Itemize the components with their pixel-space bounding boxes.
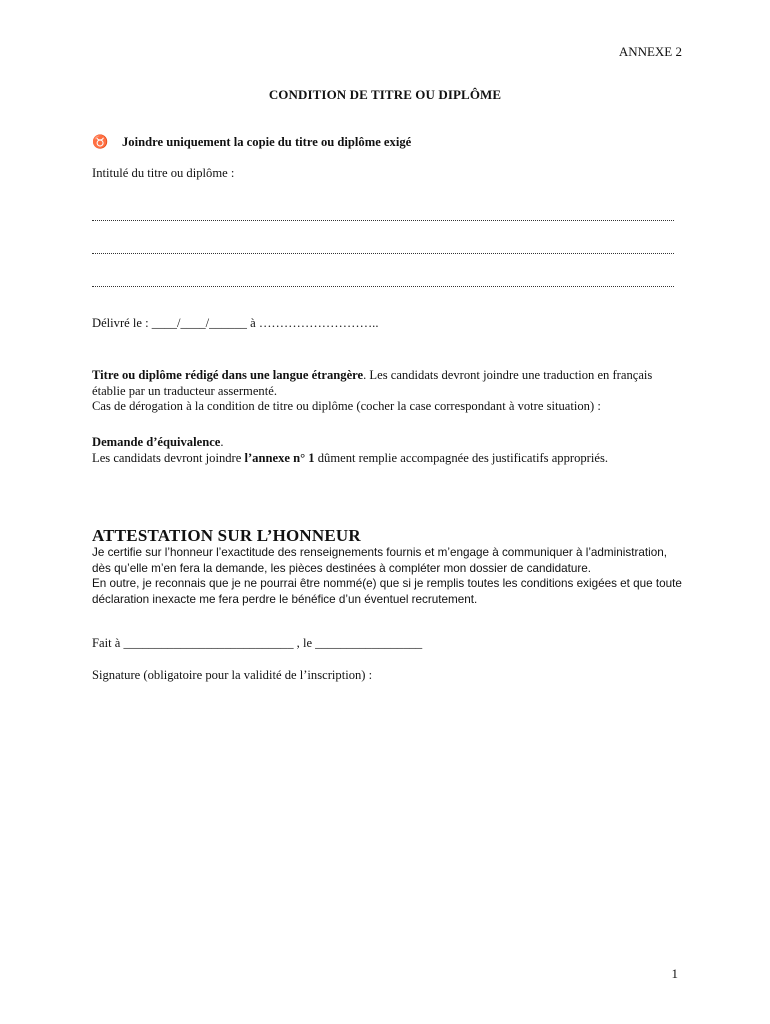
title-field-line-1[interactable] [92, 210, 674, 221]
equivalence-line-prefix: Les candidats devront joindre [92, 450, 245, 465]
place-date-field[interactable]: Fait à ___________________________ , le _________________ [92, 636, 423, 650]
derogation-text: Cas de dérogation à la condition de titre ou diplôme (cocher la case correspondant à votre situation) : [92, 399, 601, 413]
foreign-language-rest: . Les candidats devront joindre une traduction en français établie par un traducteur assermenté. [92, 368, 653, 398]
annex-label: ANNEXE 2 [618, 44, 682, 59]
page-title: CONDITION DE TITRE OU DIPLÔME [268, 87, 502, 102]
foreign-language-lead: Titre ou diplôme rédigé dans une langue étrangère [92, 368, 364, 382]
title-field-label: Intitulé du titre ou diplôme : [92, 166, 235, 180]
signature-label: Signature (obligatoire pour la validité de l’inscription) : [92, 668, 373, 682]
equivalence-line-suffix: dûment remplie accompagnée des justificatifs appropriés. [314, 450, 608, 465]
attestation-paragraph-1: Je certifie sur l’honneur l’exactitude des renseignements fournis et m’engage à communiquer à l’administration, dès qu’elle m’en fera la demande, les pièces destinées à compléter mon dossier de candidature. [92, 546, 667, 575]
title-field-line-3[interactable] [92, 276, 674, 287]
foreign-language-paragraph [92, 368, 684, 415]
taurus-symbol-icon: ♉ [92, 134, 109, 149]
annex-reference: l’annexe n° 1 [244, 450, 315, 465]
attestation-paragraph-2: En outre, je reconnais que je ne pourrai être nommé(e) que si je remplis toutes les conditions exigées et que toute déclaration inexacte me fera perdre le bénéfice d’un éventuel recrutement. [92, 577, 682, 606]
equivalence-lead: Demande d’équivalence [92, 435, 221, 449]
requirement-line [92, 134, 411, 151]
delivery-date-field[interactable]: Délivré le : ____/____/______ à ……………………….. [92, 316, 379, 330]
requirement-text: Joindre uniquement la copie du titre ou diplôme exigé [122, 135, 412, 149]
title-field-line-2[interactable] [92, 243, 674, 254]
page-number: 1 [671, 966, 678, 981]
attestation-heading: ATTESTATION SUR L’HONNEUR [92, 526, 361, 545]
attestation-body [92, 545, 684, 607]
equivalence-paragraph [92, 435, 684, 466]
equivalence-period: . [220, 435, 224, 449]
